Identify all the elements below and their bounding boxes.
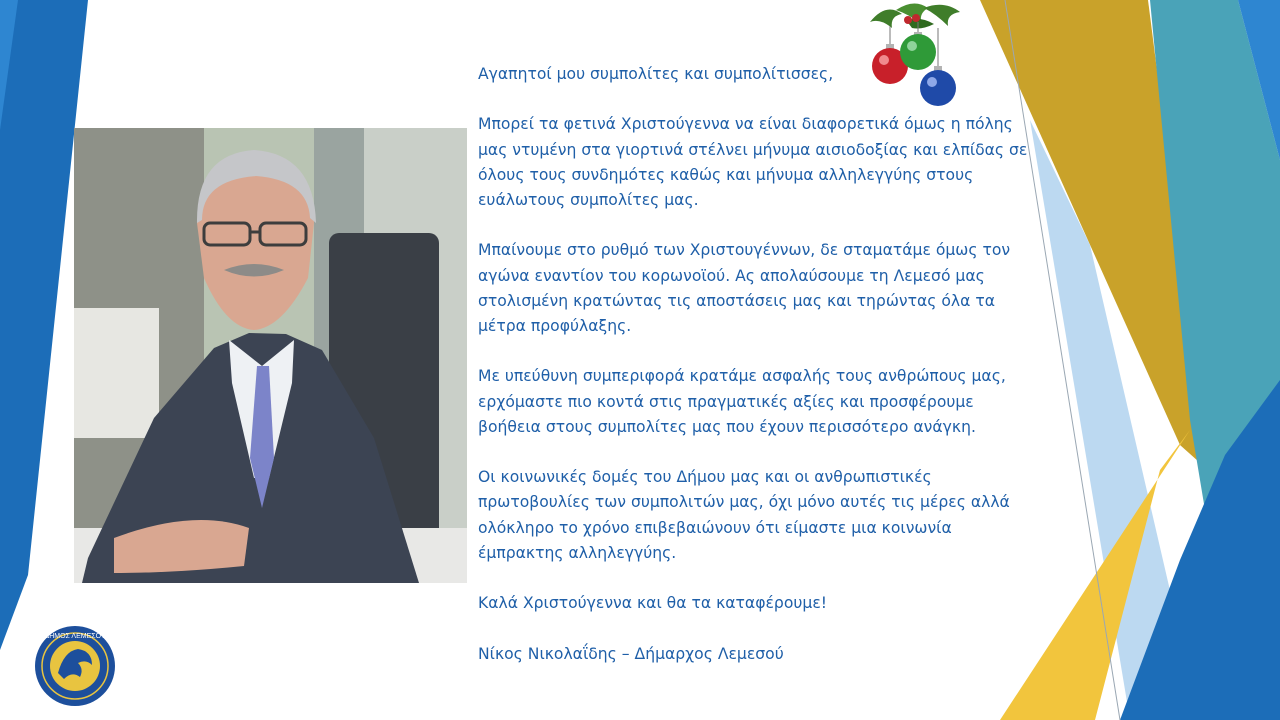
message-paragraph: Μπαίνουμε στο ρυθμό των Χριστουγέννων, δε σταματάμε όμως τον αγώνα εναντίον του κορωνοϊού. Ας απολαύσουμε τη Λεμεσό μας στολισμένη κρατώντας τις αποστάσεις μας και τηρώντας όλα τα μέτρα προφύλαξης. [478, 241, 1011, 335]
mayor-portrait-photo [74, 128, 467, 583]
municipality-of-limassol-seal [34, 625, 116, 707]
message-paragraph: Με υπεύθυνη συμπεριφορά κρατάμε ασφαλής τους ανθρώπους μας, ερχόμαστε πιο κοντά στις πραγματικές αξίες και προσφέρουμε βοήθεια στους συμπολίτες μας που έχουν περισσότερο ανάγκη. [478, 367, 1006, 436]
greeting: Αγαπητοί μου συμπολίτες και συμπολίτισσες, [478, 65, 834, 83]
closing-wish: Καλά Χριστούγεννα και θα τα καταφέρουμε! [478, 594, 827, 613]
christmas-message [478, 62, 1038, 667]
message-paragraph: Μπορεί τα φετινά Χριστούγεννα να είναι διαφορετικά όμως η πόλης μας ντυμένη στα γιορτινά στέλνει μήνυμα αισιοδοξίας και ελπίδας σε όλους τους συνδημότες καθώς και μήνυμα αλληλεγγύης στους ευάλωτους συμπολίτες μας. [478, 115, 1028, 209]
signature: Νίκος Νικολαΐδης – Δήμαρχος Λεμεσού [478, 644, 784, 663]
logo-text: ΔΗΜΟΣ ΛΕΜΕΣΟΥ [44, 633, 106, 640]
message-paragraph: Οι κοινωνικές δομές του Δήμου μας και οι ανθρωπιστικές πρωτοβουλίες των συμπολιτών μας, όχι μόνο αυτές τις μέρες αλλά ολόκληρο το χρόνο επιβεβαιώνουν ότι είμαστε μια κοινωνία έμπρακτης αλληλεγγύης. [478, 468, 1010, 562]
